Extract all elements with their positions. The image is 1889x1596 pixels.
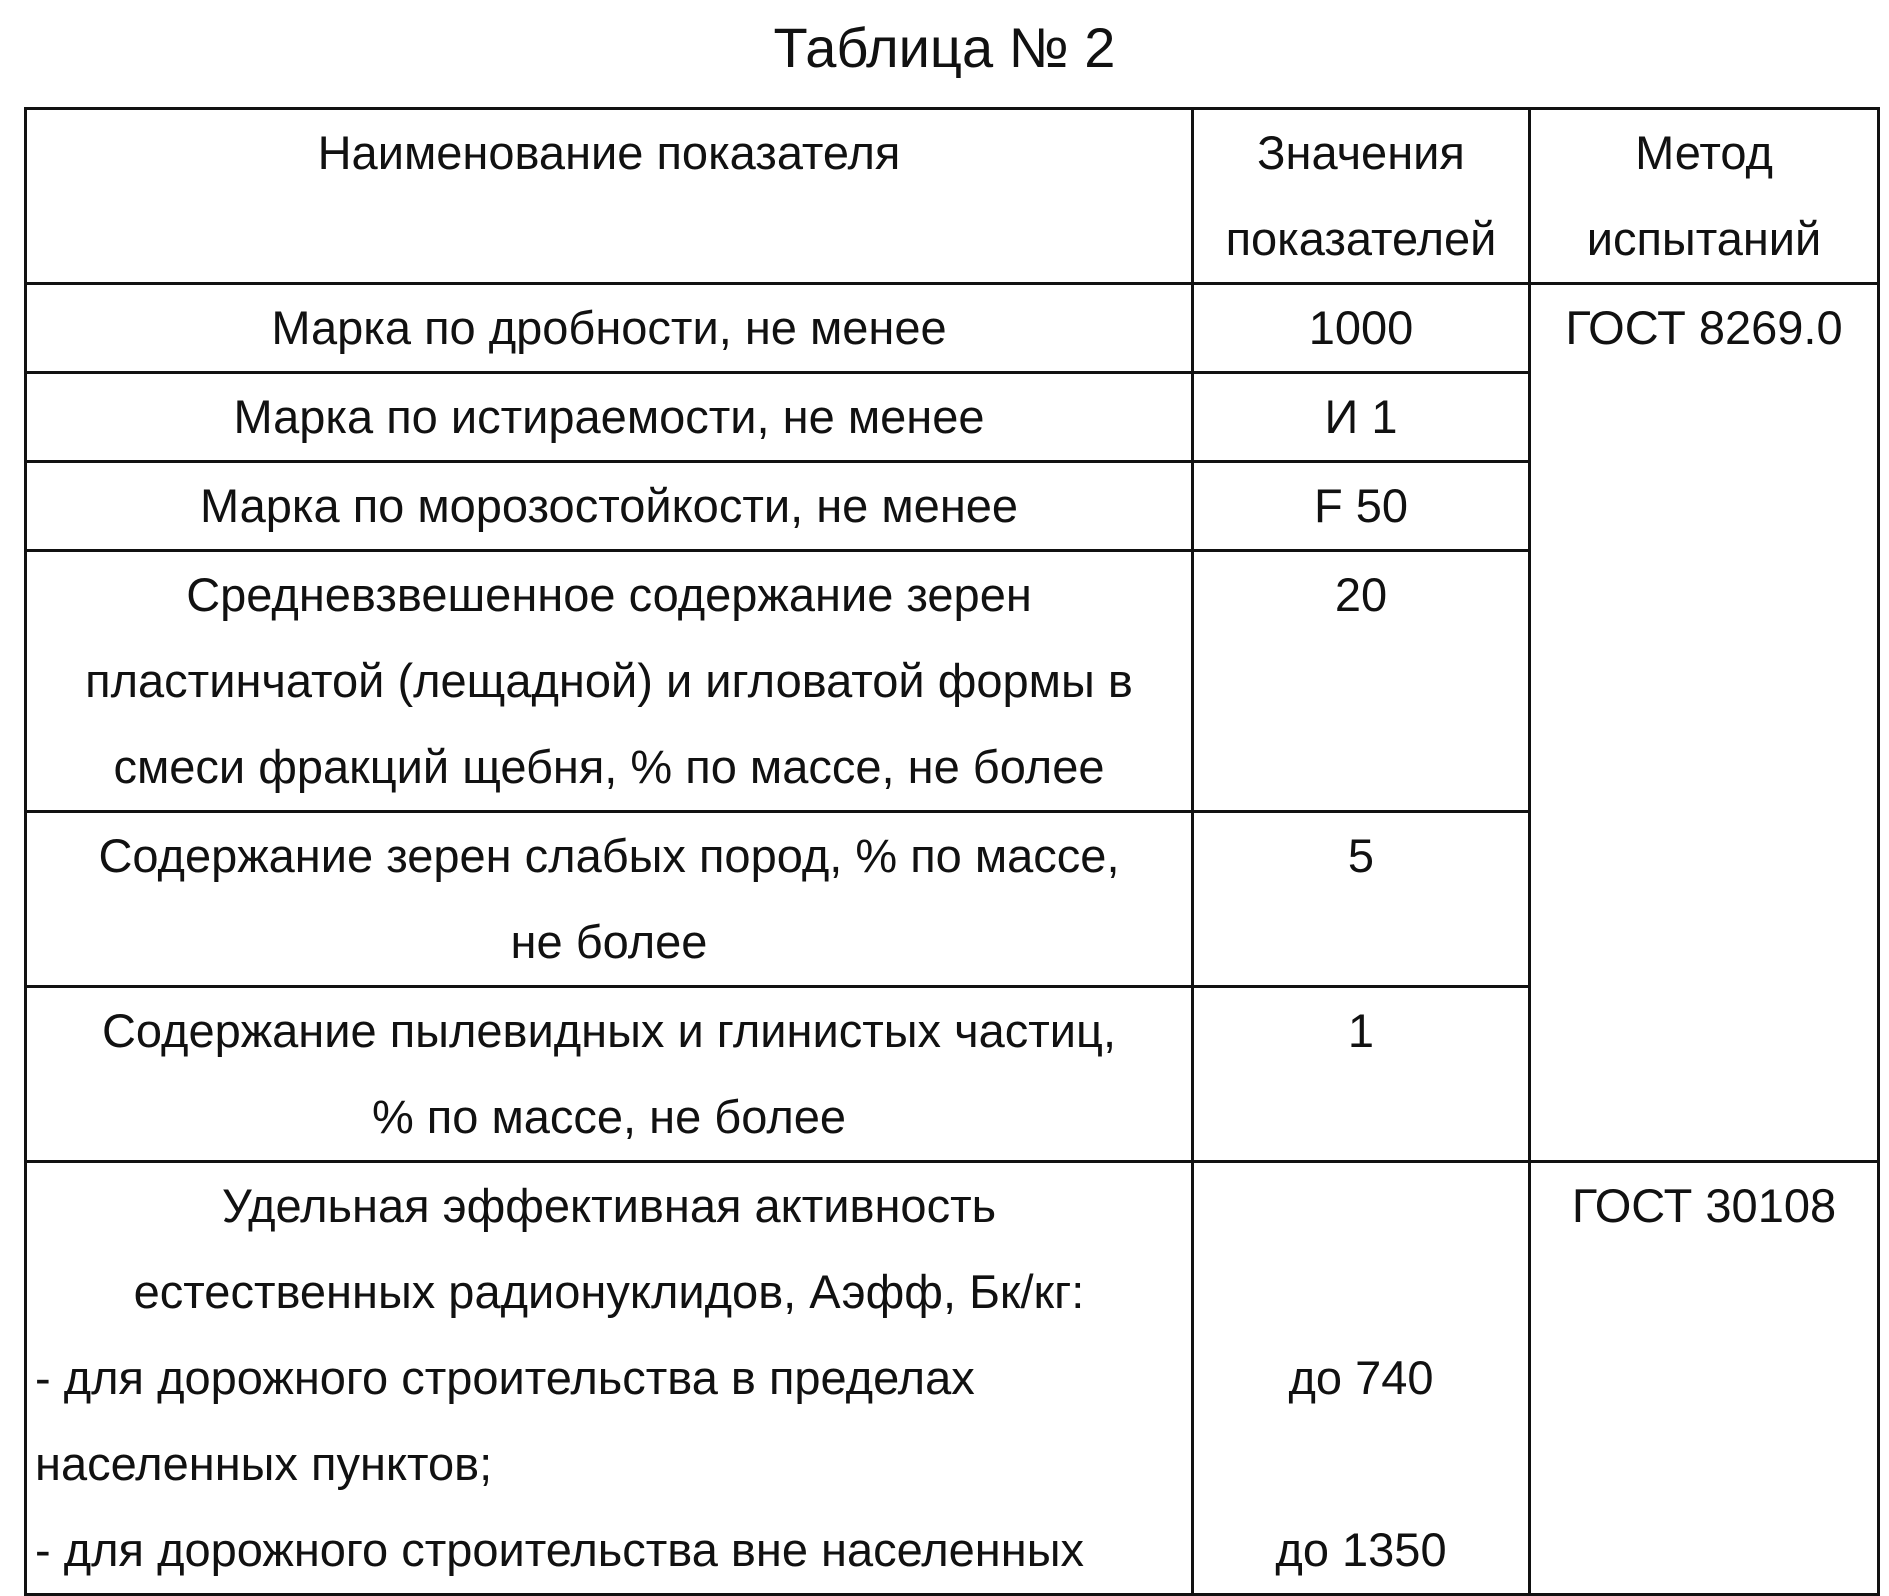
header-values-line-1: Значения [1257, 126, 1465, 179]
indicator-name-text: Марка по дробности, не менее [271, 301, 947, 354]
indicator-name-text: Содержание пылевидных и глинистых частиц, [101, 1004, 1117, 1057]
table-header-row [26, 109, 1879, 284]
indicator-name-cell [26, 812, 1193, 987]
header-indicator-values [1193, 109, 1530, 284]
header-method-line-2: испытаний [1586, 212, 1822, 265]
indicator-name-cell [26, 462, 1193, 551]
indicator-value-cell [1193, 987, 1530, 1162]
indicator-name-text: Удельная эффективная активность [221, 1179, 997, 1232]
indicator-name-cell [26, 373, 1193, 462]
test-method-text: ГОСТ 30108 [1571, 1179, 1837, 1232]
indicator-name-text: % по массе, не более [371, 1090, 847, 1143]
indicator-name-text: Содержание зерен слабых пород, % по массе, [98, 829, 1120, 882]
indicator-value-text: И 1 [1324, 390, 1398, 443]
indicator-value-text: 5 [1347, 829, 1375, 882]
indicator-name-cell [26, 284, 1193, 373]
test-method-text: ГОСТ 8269.0 [1565, 301, 1843, 354]
indicator-subitem-text: - для дорожного строительства вне населенных [35, 1523, 1084, 1576]
test-method-cell [1530, 1162, 1879, 1595]
indicator-name-cell [26, 987, 1193, 1162]
table-row [26, 1162, 1879, 1595]
indicator-value-text: F 50 [1313, 479, 1409, 532]
header-test-method [1530, 109, 1879, 284]
indicator-value-cell [1193, 1162, 1530, 1595]
header-indicator-name [26, 109, 1193, 284]
indicator-name-text: смеси фракций щебня, % по массе, не более [113, 740, 1105, 793]
header-method-line-1: Метод [1635, 126, 1773, 179]
table-title: Таблица № 2 [773, 16, 1116, 79]
table-row [26, 284, 1879, 373]
indicator-value-text: 20 [1334, 568, 1388, 621]
indicator-value-cell [1193, 551, 1530, 812]
header-indicator-name-text: Наименование показателя [317, 126, 901, 179]
header-values-line-2: показателей [1225, 212, 1497, 265]
indicator-name-text: естественных радионуклидов, Аэфф, Бк/кг: [133, 1265, 1085, 1318]
indicator-value-text: до 1350 [1275, 1523, 1447, 1576]
indicator-value-cell [1193, 812, 1530, 987]
indicator-name-cell [26, 551, 1193, 812]
test-method-cell [1530, 284, 1879, 1162]
indicators-table [24, 107, 1880, 1596]
indicator-value-cell [1193, 373, 1530, 462]
indicator-value-cell [1193, 284, 1530, 373]
indicator-name-text: пластинчатой (лещадной) и игловатой формы в [85, 654, 1133, 707]
indicator-subitem-text: населенных пунктов; [35, 1437, 493, 1490]
indicator-name-text: не более [510, 915, 708, 968]
indicator-name-text: Средневзвешенное содержание зерен [186, 568, 1032, 621]
indicator-subitem-text: - для дорожного строительства в пределах [35, 1351, 975, 1404]
indicator-name-text: Марка по морозостойкости, не менее [199, 479, 1019, 532]
indicator-value-text: 1000 [1308, 301, 1414, 354]
indicator-name-text: Марка по истираемости, не менее [233, 390, 985, 443]
indicator-value-cell [1193, 462, 1530, 551]
indicator-value-text: 1 [1347, 1004, 1375, 1057]
indicator-name-cell [26, 1162, 1193, 1595]
indicator-value-text: до 740 [1288, 1351, 1434, 1404]
